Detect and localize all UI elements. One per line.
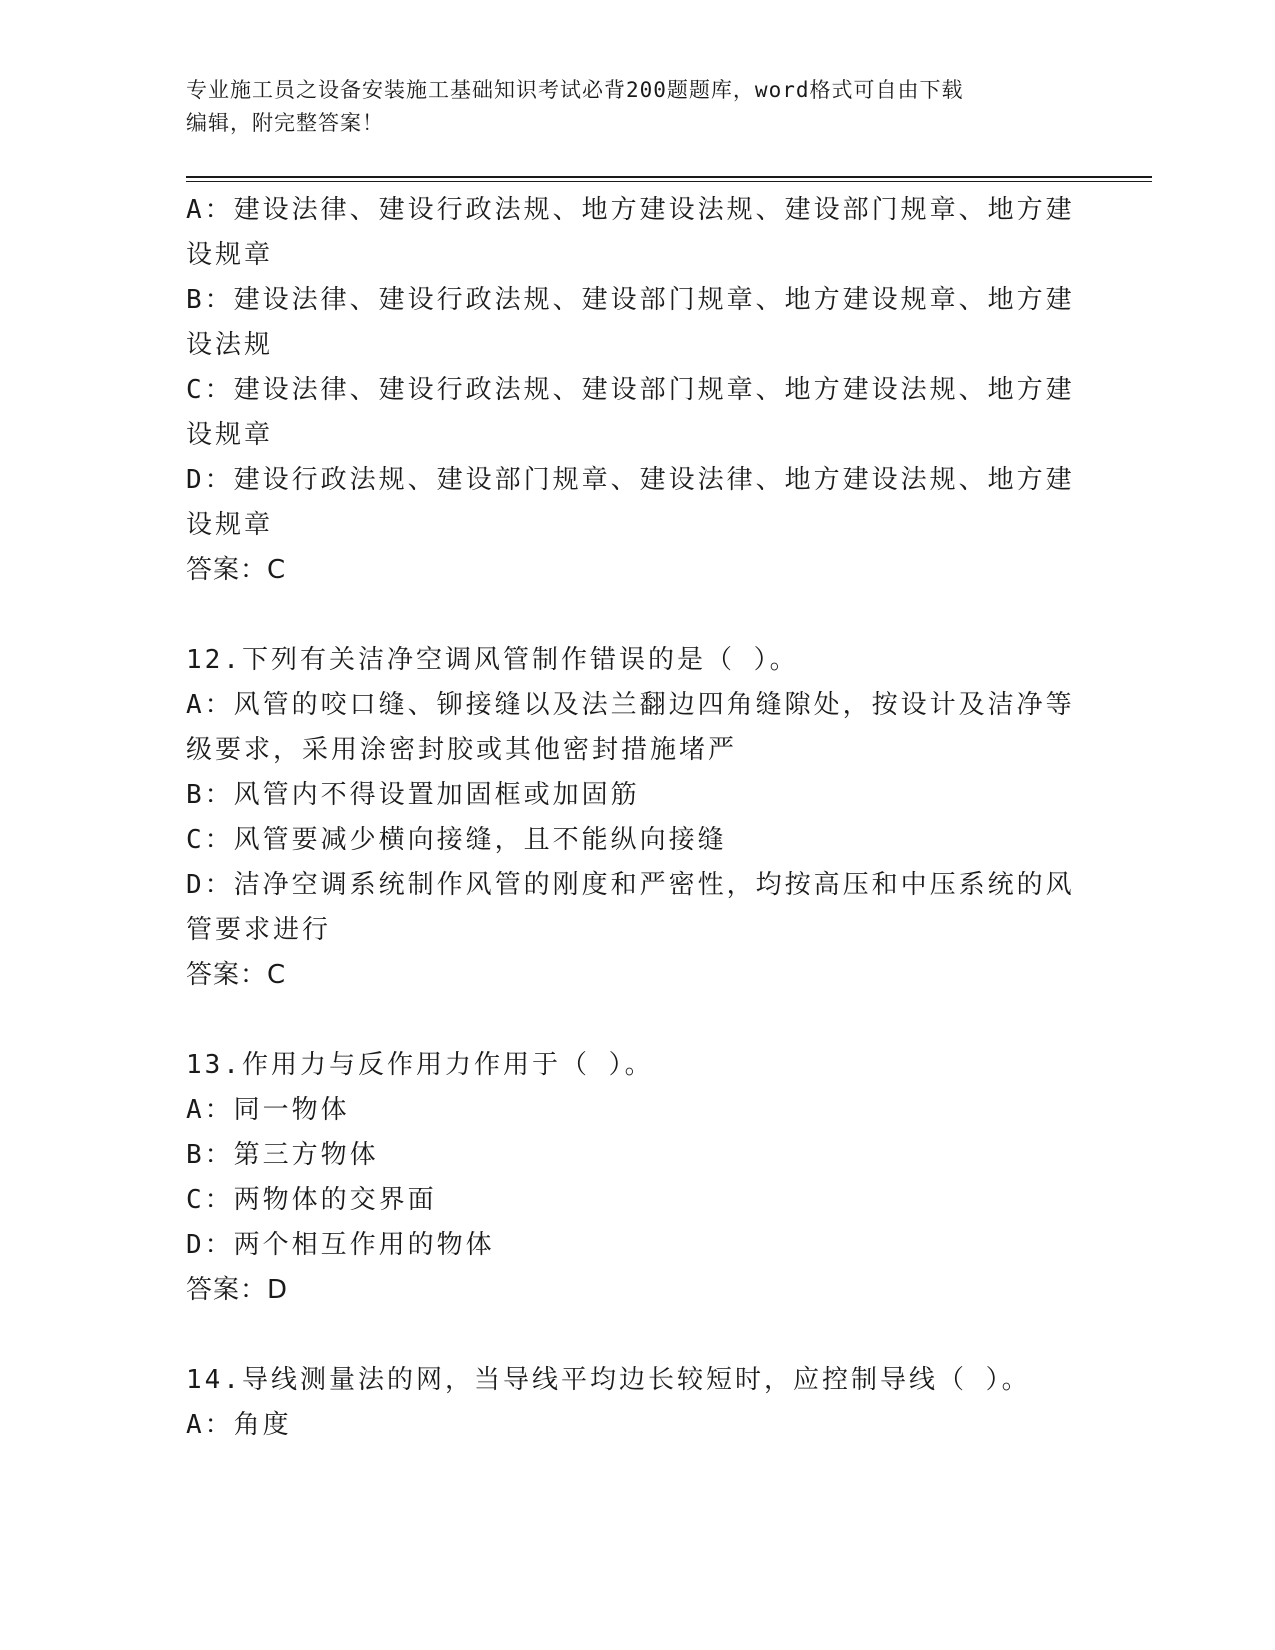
question-text: 12.下列有关洁净空调风管制作错误的是（ ）。 — [186, 645, 799, 675]
option-text: D：两个相互作用的物体 — [186, 1230, 495, 1260]
header-line-2: 编辑，附完整答案！ — [186, 111, 384, 135]
option-c — [186, 368, 1076, 458]
question-text: 14.导线测量法的网，当导线平均边长较短时，应控制导线（ ）。 — [186, 1365, 1031, 1395]
option-text: B：风管内不得设置加固框或加固筋 — [186, 780, 640, 810]
option-d — [186, 458, 1076, 548]
spacer — [186, 593, 1076, 638]
answer-label: 答案：C — [186, 960, 287, 990]
option-c — [186, 818, 1076, 863]
header-divider-thin — [186, 181, 1152, 182]
question-14 — [186, 1358, 1076, 1448]
option-c — [186, 1178, 1076, 1223]
option-a — [186, 188, 1076, 278]
option-b — [186, 773, 1076, 818]
option-text: C：两物体的交界面 — [186, 1185, 437, 1215]
option-text-cont: 设规章 — [186, 510, 274, 540]
option-text: A：建设法律、建设行政法规、地方建设法规、建设部门规章、地方建 — [186, 195, 1075, 225]
option-text: D：建设行政法规、建设部门规章、建设法律、地方建设法规、地方建 — [186, 465, 1075, 495]
spacer — [186, 1313, 1076, 1358]
spacer — [186, 998, 1076, 1043]
question-11 — [186, 188, 1076, 593]
question-text: 13.作用力与反作用力作用于（ ）。 — [186, 1050, 654, 1080]
question-13 — [186, 1043, 1076, 1313]
option-text: A：角度 — [186, 1410, 292, 1440]
option-text: C：风管要减少横向接缝，且不能纵向接缝 — [186, 825, 727, 855]
option-b — [186, 1133, 1076, 1178]
header-divider-thick — [186, 176, 1152, 178]
document-header — [186, 74, 1066, 140]
answer-label: 答案：C — [186, 555, 287, 585]
option-text: A：同一物体 — [186, 1095, 350, 1125]
option-text: B：第三方物体 — [186, 1140, 379, 1170]
option-text: C：建设法律、建设行政法规、建设部门规章、地方建设法规、地方建 — [186, 375, 1075, 405]
question-12 — [186, 638, 1076, 998]
option-text: B：建设法律、建设行政法规、建设部门规章、地方建设规章、地方建 — [186, 285, 1075, 315]
option-text: A：风管的咬口缝、铆接缝以及法兰翻边四角缝隙处，按设计及洁净等 — [186, 690, 1075, 720]
option-text-cont: 设规章 — [186, 240, 274, 270]
option-text-cont: 级要求，采用涂密封胶或其他密封措施堵严 — [186, 735, 738, 765]
answer-label: 答案：D — [186, 1275, 289, 1305]
question-content — [186, 188, 1076, 1448]
header-line-1: 专业施工员之设备安装施工基础知识考试必背200题题库，word格式可自由下载 — [186, 78, 964, 102]
option-text-cont: 设规章 — [186, 420, 274, 450]
option-b — [186, 278, 1076, 368]
option-text-cont: 管要求进行 — [186, 915, 332, 945]
option-text: D：洁净空调系统制作风管的刚度和严密性，均按高压和中压系统的风 — [186, 870, 1075, 900]
option-d — [186, 1223, 1076, 1268]
option-d — [186, 863, 1076, 953]
option-a — [186, 1403, 1076, 1448]
option-text-cont: 设法规 — [186, 330, 274, 360]
option-a — [186, 1088, 1076, 1133]
option-a — [186, 683, 1076, 773]
